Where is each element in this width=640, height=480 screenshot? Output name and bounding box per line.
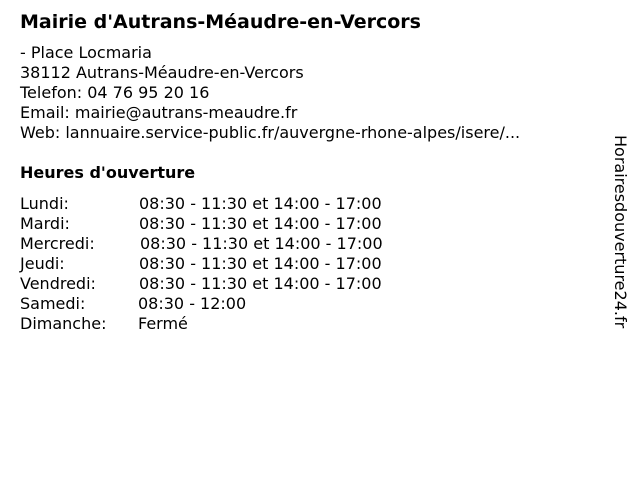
street-address: - Place Locmaria <box>20 43 152 62</box>
watermark-text: Horairesdouverture24.fr <box>611 135 630 329</box>
day-label: Mardi: <box>20 214 70 233</box>
phone-number: Telefon: 04 76 95 20 16 <box>20 83 210 102</box>
day-label: Mercredi: <box>20 234 95 253</box>
hours-value: 08:30 - 11:30 et 14:00 - 17:00 <box>139 274 382 293</box>
page-title: Mairie d'Autrans-Méaudre-en-Vercors <box>20 11 421 33</box>
hours-value: 08:30 - 12:00 <box>138 294 247 313</box>
website-url: Web: lannuaire.service-public.fr/auvergne-rhone-alpes/isere/... <box>20 123 521 142</box>
day-label: Vendredi: <box>20 274 96 293</box>
hours-value: 08:30 - 11:30 et 14:00 - 17:00 <box>139 214 382 233</box>
hours-value: 08:30 - 11:30 et 14:00 - 17:00 <box>140 234 383 253</box>
city-address: 38112 Autrans-Méaudre-en-Vercors <box>20 63 304 82</box>
address-block <box>20 43 520 143</box>
day-label: Samedi: <box>20 294 86 313</box>
day-label: Lundi: <box>20 194 69 213</box>
hours-heading: Heures d'ouverture <box>20 163 196 182</box>
hours-value: Fermé <box>138 314 188 333</box>
hours-value: 08:30 - 11:30 et 14:00 - 17:00 <box>139 194 382 213</box>
hours-value: 08:30 - 11:30 et 14:00 - 17:00 <box>139 254 382 273</box>
email-address: Email: mairie@autrans-meaudre.fr <box>20 103 298 122</box>
watermark <box>610 135 630 375</box>
day-label: Jeudi: <box>20 254 65 273</box>
day-label: Dimanche: <box>20 314 107 333</box>
